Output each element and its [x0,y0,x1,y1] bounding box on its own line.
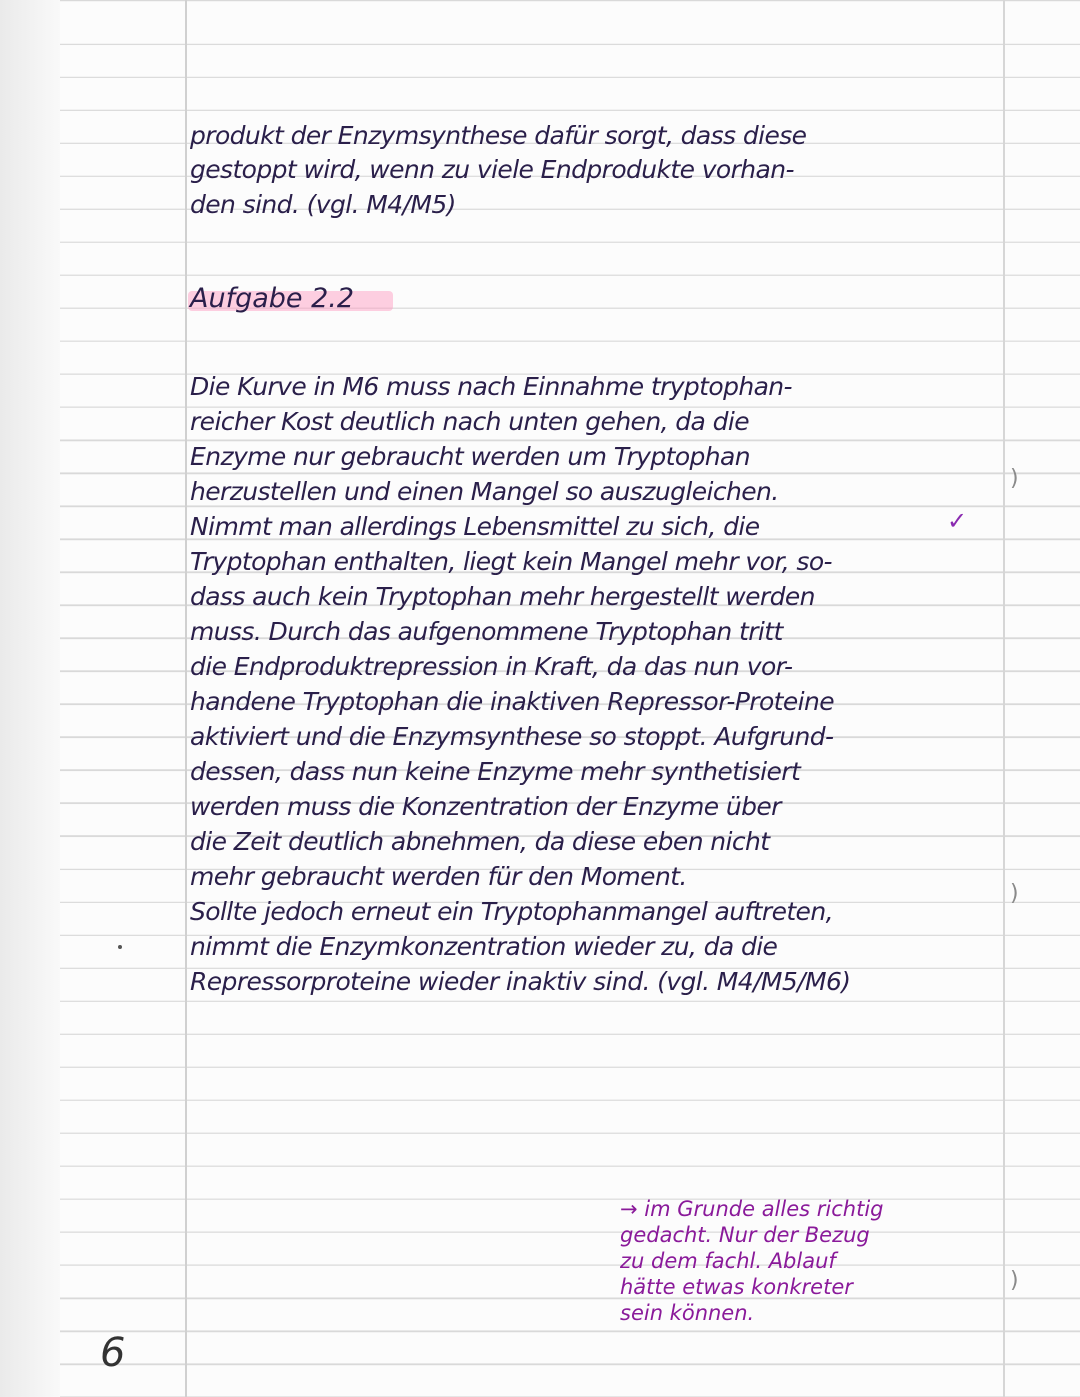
check-mark-icon: ✓ [947,507,968,535]
comment-line: → im Grunde alles richtig [620,1197,884,1221]
body-line: Tryptophan enthalten, liegt kein Mangel mehr vor, so- [190,547,832,576]
margin-mark-icon: ) [1010,466,1019,491]
intro-line: den sind. (vgl. M4/M5) [190,190,456,219]
body-line: die Endproduktrepression in Kraft, da das nun vor- [190,652,793,681]
body-line: die Zeit deutlich abnehmen, da diese eben nicht [190,827,770,856]
intro-line: gestoppt wird, wenn zu viele Endprodukte vorhan- [190,155,794,184]
comment-line: zu dem fachl. Ablauf [620,1249,836,1273]
body-line: herzustellen und einen Mangel so auszugleichen. [190,477,779,506]
intro-line: produkt der Enzymsynthese dafür sorgt, dass diese [190,121,807,150]
body-line: Enzyme nur gebraucht werden um Tryptophan [190,442,750,471]
comment-line: gedacht. Nur der Bezug [620,1223,870,1247]
margin-mark-icon: ) [1010,1268,1019,1293]
left-margin-line [185,0,187,1397]
body-line: Die Kurve in M6 muss nach Einnahme tryptophan- [190,372,792,401]
comment-line: sein können. [620,1301,755,1325]
body-line: dass auch kein Tryptophan mehr hergestellt werden [190,582,815,611]
body-line: Repressorproteine wieder inaktiv sind. (vgl. M4/M5/M6) [190,967,851,996]
body-line: Nimmt man allerdings Lebensmittel zu sich, die [190,512,760,541]
body-line: mehr gebraucht werden für den Moment. [190,862,687,891]
right-margin-line [1003,0,1005,1397]
section-heading: Aufgabe 2.2 [190,283,355,314]
body-line: Sollte jedoch erneut ein Tryptophanmangel auftreten, [190,897,833,926]
body-line: handene Tryptophan die inaktiven Repressor-Proteine [190,687,835,716]
body-line: muss. Durch das aufgenommene Tryptophan tritt [190,617,783,646]
comment-line: hätte etwas konkreter [620,1275,853,1299]
body-line: dessen, dass nun keine Enzyme mehr synthetisiert [190,757,801,786]
body-line: reicher Kost deutlich nach unten gehen, da die [190,407,750,436]
body-line: werden muss die Konzentration der Enzyme über [190,792,781,821]
body-line: aktiviert und die Enzymsynthese so stoppt. Aufgrund- [190,722,834,751]
page-number: 6 [100,1330,126,1376]
page-edge-shadow [0,0,60,1397]
teacher-comment [620,1196,883,1326]
margin-dot [118,945,122,949]
margin-mark-icon: ) [1010,881,1019,906]
body-line: nimmt die Enzymkonzentration wieder zu, da die [190,932,778,961]
